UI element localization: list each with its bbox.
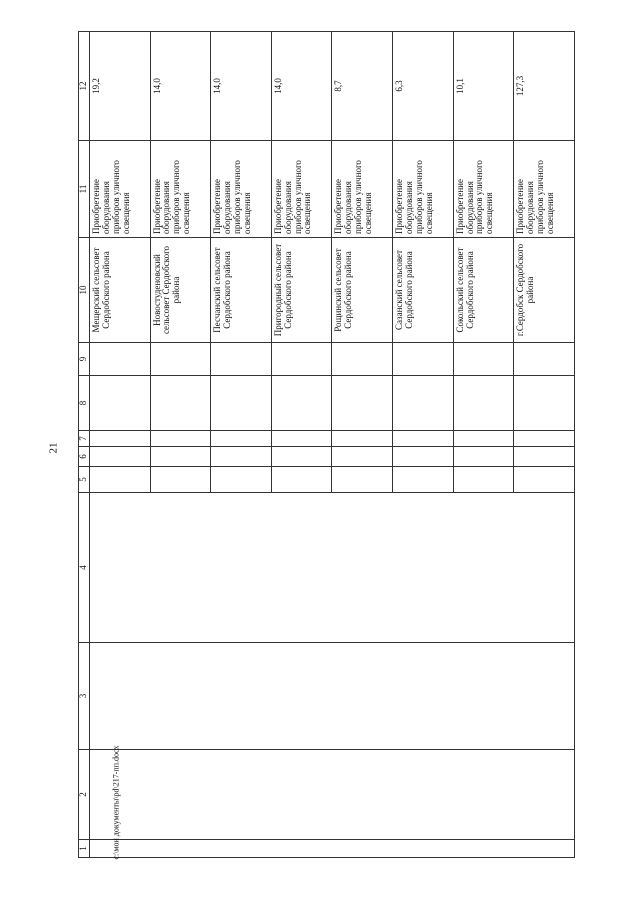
table-cell xyxy=(393,467,454,493)
page-number: 21 xyxy=(47,442,60,454)
table-cell xyxy=(89,431,150,447)
data-table xyxy=(78,31,575,858)
municipality-cell: Пригородный сельсовет Сердобского района xyxy=(271,238,332,343)
table-cell xyxy=(150,343,211,376)
purpose-cell: Приобретение оборудования приборов уличного освещения xyxy=(393,141,454,238)
table-cell xyxy=(271,447,332,467)
purpose-cell: Приобретение оборудования приборов уличного освещения xyxy=(211,141,272,238)
table-cell xyxy=(89,467,150,493)
table-cell xyxy=(453,447,514,467)
municipality-cell: г.Сердобск Сердобского района xyxy=(514,238,575,343)
table-cell xyxy=(332,376,393,431)
table-cell xyxy=(514,467,575,493)
table-cell xyxy=(211,343,272,376)
amount-cell: 14,0 xyxy=(271,32,332,141)
table-cell xyxy=(453,376,514,431)
table-cell xyxy=(150,431,211,447)
purpose-cell: Приобретение оборудования приборов уличного освещения xyxy=(271,141,332,238)
table-cell xyxy=(271,467,332,493)
table-cell xyxy=(514,343,575,376)
table-cell xyxy=(332,467,393,493)
purpose-cell: Приобретение оборудования приборов уличного освещения xyxy=(332,141,393,238)
table-cell xyxy=(271,431,332,447)
column-header: 10 xyxy=(79,238,90,343)
purpose-cell: Приобретение оборудования приборов уличного освещения xyxy=(453,141,514,238)
column-header: 9 xyxy=(79,343,90,376)
column-header: 6 xyxy=(79,447,90,467)
purpose-cell: Приобретение оборудования приборов уличного освещения xyxy=(89,141,150,238)
table-cell xyxy=(453,431,514,447)
amount-cell: 10,1 xyxy=(453,32,514,141)
table-cell xyxy=(89,840,574,858)
table-cell xyxy=(271,343,332,376)
municipality-cell: Новостуденовский сельсовет Сердобского района xyxy=(150,238,211,343)
table-container xyxy=(78,32,575,858)
table-cell xyxy=(514,447,575,467)
table-cell xyxy=(514,376,575,431)
amount-cell: 14,0 xyxy=(150,32,211,141)
table-cell xyxy=(150,376,211,431)
table-cell xyxy=(150,447,211,467)
table-cell xyxy=(89,447,150,467)
table-cell xyxy=(211,447,272,467)
table-cell xyxy=(211,467,272,493)
column-header: 12 xyxy=(79,32,90,141)
table-cell xyxy=(89,343,150,376)
table-cell xyxy=(393,376,454,431)
column-header: 11 xyxy=(79,141,90,238)
column-header: 2 xyxy=(79,750,90,840)
table-cell xyxy=(453,467,514,493)
header-row xyxy=(79,32,90,858)
amount-cell: 19,2 xyxy=(89,32,150,141)
table-cell xyxy=(332,447,393,467)
table-cell xyxy=(393,431,454,447)
table-cell xyxy=(211,376,272,431)
column-header: 7 xyxy=(79,431,90,447)
table-cell xyxy=(150,467,211,493)
table-cell xyxy=(393,343,454,376)
municipality-cell: Сокольский сельсовет Сердобского района xyxy=(453,238,514,343)
purpose-cell: Приобретение оборудования приборов уличного освещения xyxy=(514,141,575,238)
amount-cell: 14,0 xyxy=(211,32,272,141)
table-cell xyxy=(89,643,574,750)
column-header: 3 xyxy=(79,643,90,750)
table-cell xyxy=(332,431,393,447)
column-header: 8 xyxy=(79,376,90,431)
column-header: 4 xyxy=(79,493,90,643)
municipality-cell: Рощинский сельсовет Сердобского района xyxy=(332,238,393,343)
table-row xyxy=(89,32,150,858)
purpose-cell: Приобретение оборудования приборов уличного освещения xyxy=(150,141,211,238)
table-cell xyxy=(89,376,150,431)
table-cell xyxy=(271,376,332,431)
table-cell xyxy=(89,750,574,840)
municipality-cell: Сазанский сельсовет Сердобского района xyxy=(393,238,454,343)
amount-cell: 6,3 xyxy=(393,32,454,141)
amount-cell: 8,7 xyxy=(332,32,393,141)
table-cell xyxy=(393,447,454,467)
table-cell xyxy=(211,431,272,447)
column-header: 1 xyxy=(79,840,90,858)
amount-cell: 127,3 xyxy=(514,32,575,141)
municipality-cell: Песчанский сельсовет Сердобского района xyxy=(211,238,272,343)
table-cell xyxy=(514,431,575,447)
municipality-cell: Мещерский сельсовет Сердобского района xyxy=(89,238,150,343)
table-cell xyxy=(89,493,574,643)
footer-file-path: c:\мои документы\pd\217-пп.docx xyxy=(111,745,121,860)
table-cell xyxy=(453,343,514,376)
table-cell xyxy=(332,343,393,376)
column-header: 5 xyxy=(79,467,90,493)
